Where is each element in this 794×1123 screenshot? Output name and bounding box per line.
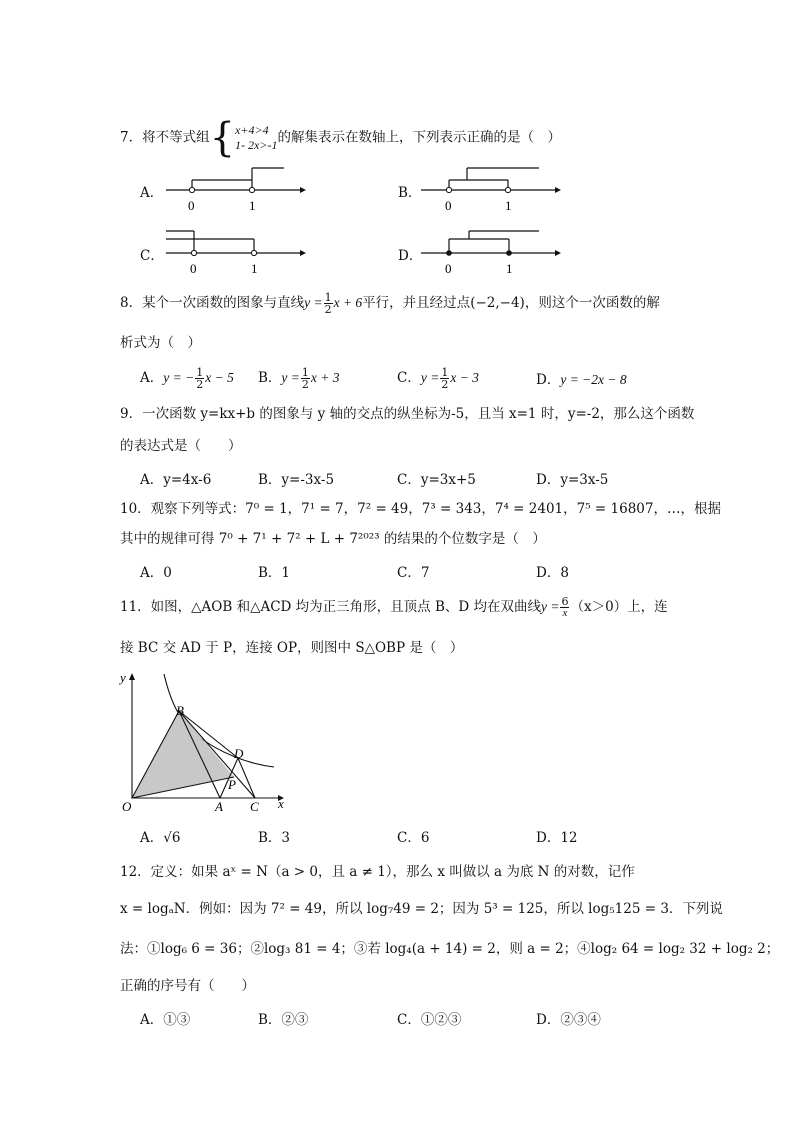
q7-option-a-label: A． bbox=[140, 185, 164, 201]
svg-text:P: P bbox=[228, 777, 236, 792]
svg-text:0: 0 bbox=[190, 261, 197, 276]
q11-figure bbox=[118, 668, 298, 813]
q9-option-c: C．y=3x+5 bbox=[397, 472, 476, 488]
q12-option-c: C．①②③ bbox=[397, 1012, 462, 1028]
q9-stem-line2: 的表达式是（ ） bbox=[120, 438, 242, 454]
q8-option-d: D．y = −2x − 8 bbox=[536, 372, 627, 388]
q9-option-d: D．y=3x-5 bbox=[536, 472, 609, 488]
svg-text:1: 1 bbox=[251, 261, 258, 276]
q11-option-a: A．√6 bbox=[140, 830, 181, 846]
q11-stem-line2: 接 BC 交 AD 于 P，连接 OP，则图中 S△OBP 是（ ） bbox=[120, 640, 464, 656]
q12-option-d: D．②③④ bbox=[536, 1012, 601, 1028]
svg-text:D: D bbox=[234, 746, 244, 761]
svg-text:O: O bbox=[122, 799, 132, 813]
svg-text:0: 0 bbox=[445, 261, 452, 276]
q12-stem-line1: 12．定义：如果 aˣ = N（a > 0，且 a ≠ 1），那么 x 叫做以 a 为底 N 的对数，记作 bbox=[120, 864, 635, 880]
q7-stem bbox=[120, 115, 561, 161]
q9-stem-line1: 9．一次函数 y=kx+b 的图象与 y 轴的交点的纵坐标为-5，且当 x=1 时，y=-2，那么这个函数 bbox=[120, 406, 695, 422]
q8-option-a: A．y = − $\frac{1}{2}$ x − 5 bbox=[140, 366, 234, 391]
inequality-system: x+4>4 1- 2x>-1 bbox=[235, 123, 278, 152]
q12-stem-line2: x = logₐN．例如：因为 7² = 49，所以 log₇49 = 2；因为 5³ = 125，所以 log₅125 = 3．下列说 bbox=[120, 901, 723, 917]
svg-text:1: 1 bbox=[506, 261, 513, 276]
q7-number-line-c bbox=[160, 223, 310, 283]
q7-option-b-label: B． bbox=[398, 185, 422, 201]
q7-option-d-label: D． bbox=[398, 248, 423, 264]
q12-stem-line4: 正确的序号有（ ） bbox=[120, 978, 255, 994]
q8-option-b: B．y = $\frac{1}{2}$ x + 3 bbox=[258, 366, 340, 391]
brace-icon: { bbox=[209, 115, 236, 161]
q12-stem-line3: 法：①log₆ 6 = 36；②log₃ 81 = 4；③若 log₄(a + 14) = 2，则 a = 2；④log₂ 64 = log₂ 32 + log₂ 2； bbox=[120, 941, 780, 957]
svg-text:1: 1 bbox=[505, 198, 512, 213]
q8-stem-line1: 8．某个一次函数的图象与直线y = $\frac{1}{2}$ x + 6平行，并且经过点(−2,−4)，则这个一次函数的解 bbox=[120, 291, 660, 316]
q7-number-line-d bbox=[415, 223, 565, 283]
q9-option-a: A．y=4x-6 bbox=[140, 472, 212, 488]
q7-number: 7．将不等式组 bbox=[120, 129, 210, 146]
q10-option-d: D．8 bbox=[536, 565, 569, 581]
svg-text:C: C bbox=[250, 799, 259, 813]
q10-option-c: C．7 bbox=[397, 565, 430, 581]
q10-option-a: A．0 bbox=[140, 565, 172, 581]
q12-option-a: A．①③ bbox=[140, 1012, 191, 1028]
q8-stem-line2: 析式为（ ） bbox=[120, 335, 201, 351]
q8-option-c: C．y = $\frac{1}{2}$ x − 3 bbox=[397, 366, 479, 391]
q11-option-d: D．12 bbox=[536, 830, 578, 846]
q7-tail: 的解集表示在数轴上，下列表示正确的是（ ） bbox=[277, 129, 561, 146]
q7-number-line-a bbox=[160, 160, 310, 220]
q10-option-b: B．1 bbox=[258, 565, 291, 581]
q12-option-b: B．②③ bbox=[258, 1012, 309, 1028]
svg-text:y: y bbox=[120, 670, 126, 685]
q10-stem-line2: 其中的规律可得 7⁰ + 7¹ + 7² + L + 7²⁰²³ 的结果的个位数字是（ ） bbox=[120, 531, 546, 547]
svg-text:x: x bbox=[278, 796, 284, 811]
q7-number-line-b bbox=[415, 160, 565, 220]
q11-option-c: C．6 bbox=[397, 830, 430, 846]
q11-option-b: B．3 bbox=[258, 830, 291, 846]
q9-option-b: B．y=-3x-5 bbox=[258, 472, 335, 488]
q10-stem-line1: 10．观察下列等式：7⁰ = 1，7¹ = 7，7² = 49，7³ = 343，7⁴ = 2401，7⁵ = 16807，…，根据 bbox=[120, 501, 721, 517]
svg-text:A: A bbox=[215, 799, 223, 813]
svg-text:0: 0 bbox=[188, 198, 195, 213]
q11-stem-line1: 11．如图，△AOB 和△ACD 均为正三角形，且顶点 B、D 均在双曲线y = $\frac{6}{x}$ （x＞0）上，连 bbox=[120, 595, 668, 619]
svg-text:0: 0 bbox=[445, 198, 452, 213]
svg-text:B: B bbox=[176, 703, 184, 718]
q7-option-c-label: C． bbox=[140, 248, 164, 264]
svg-text:1: 1 bbox=[249, 198, 256, 213]
